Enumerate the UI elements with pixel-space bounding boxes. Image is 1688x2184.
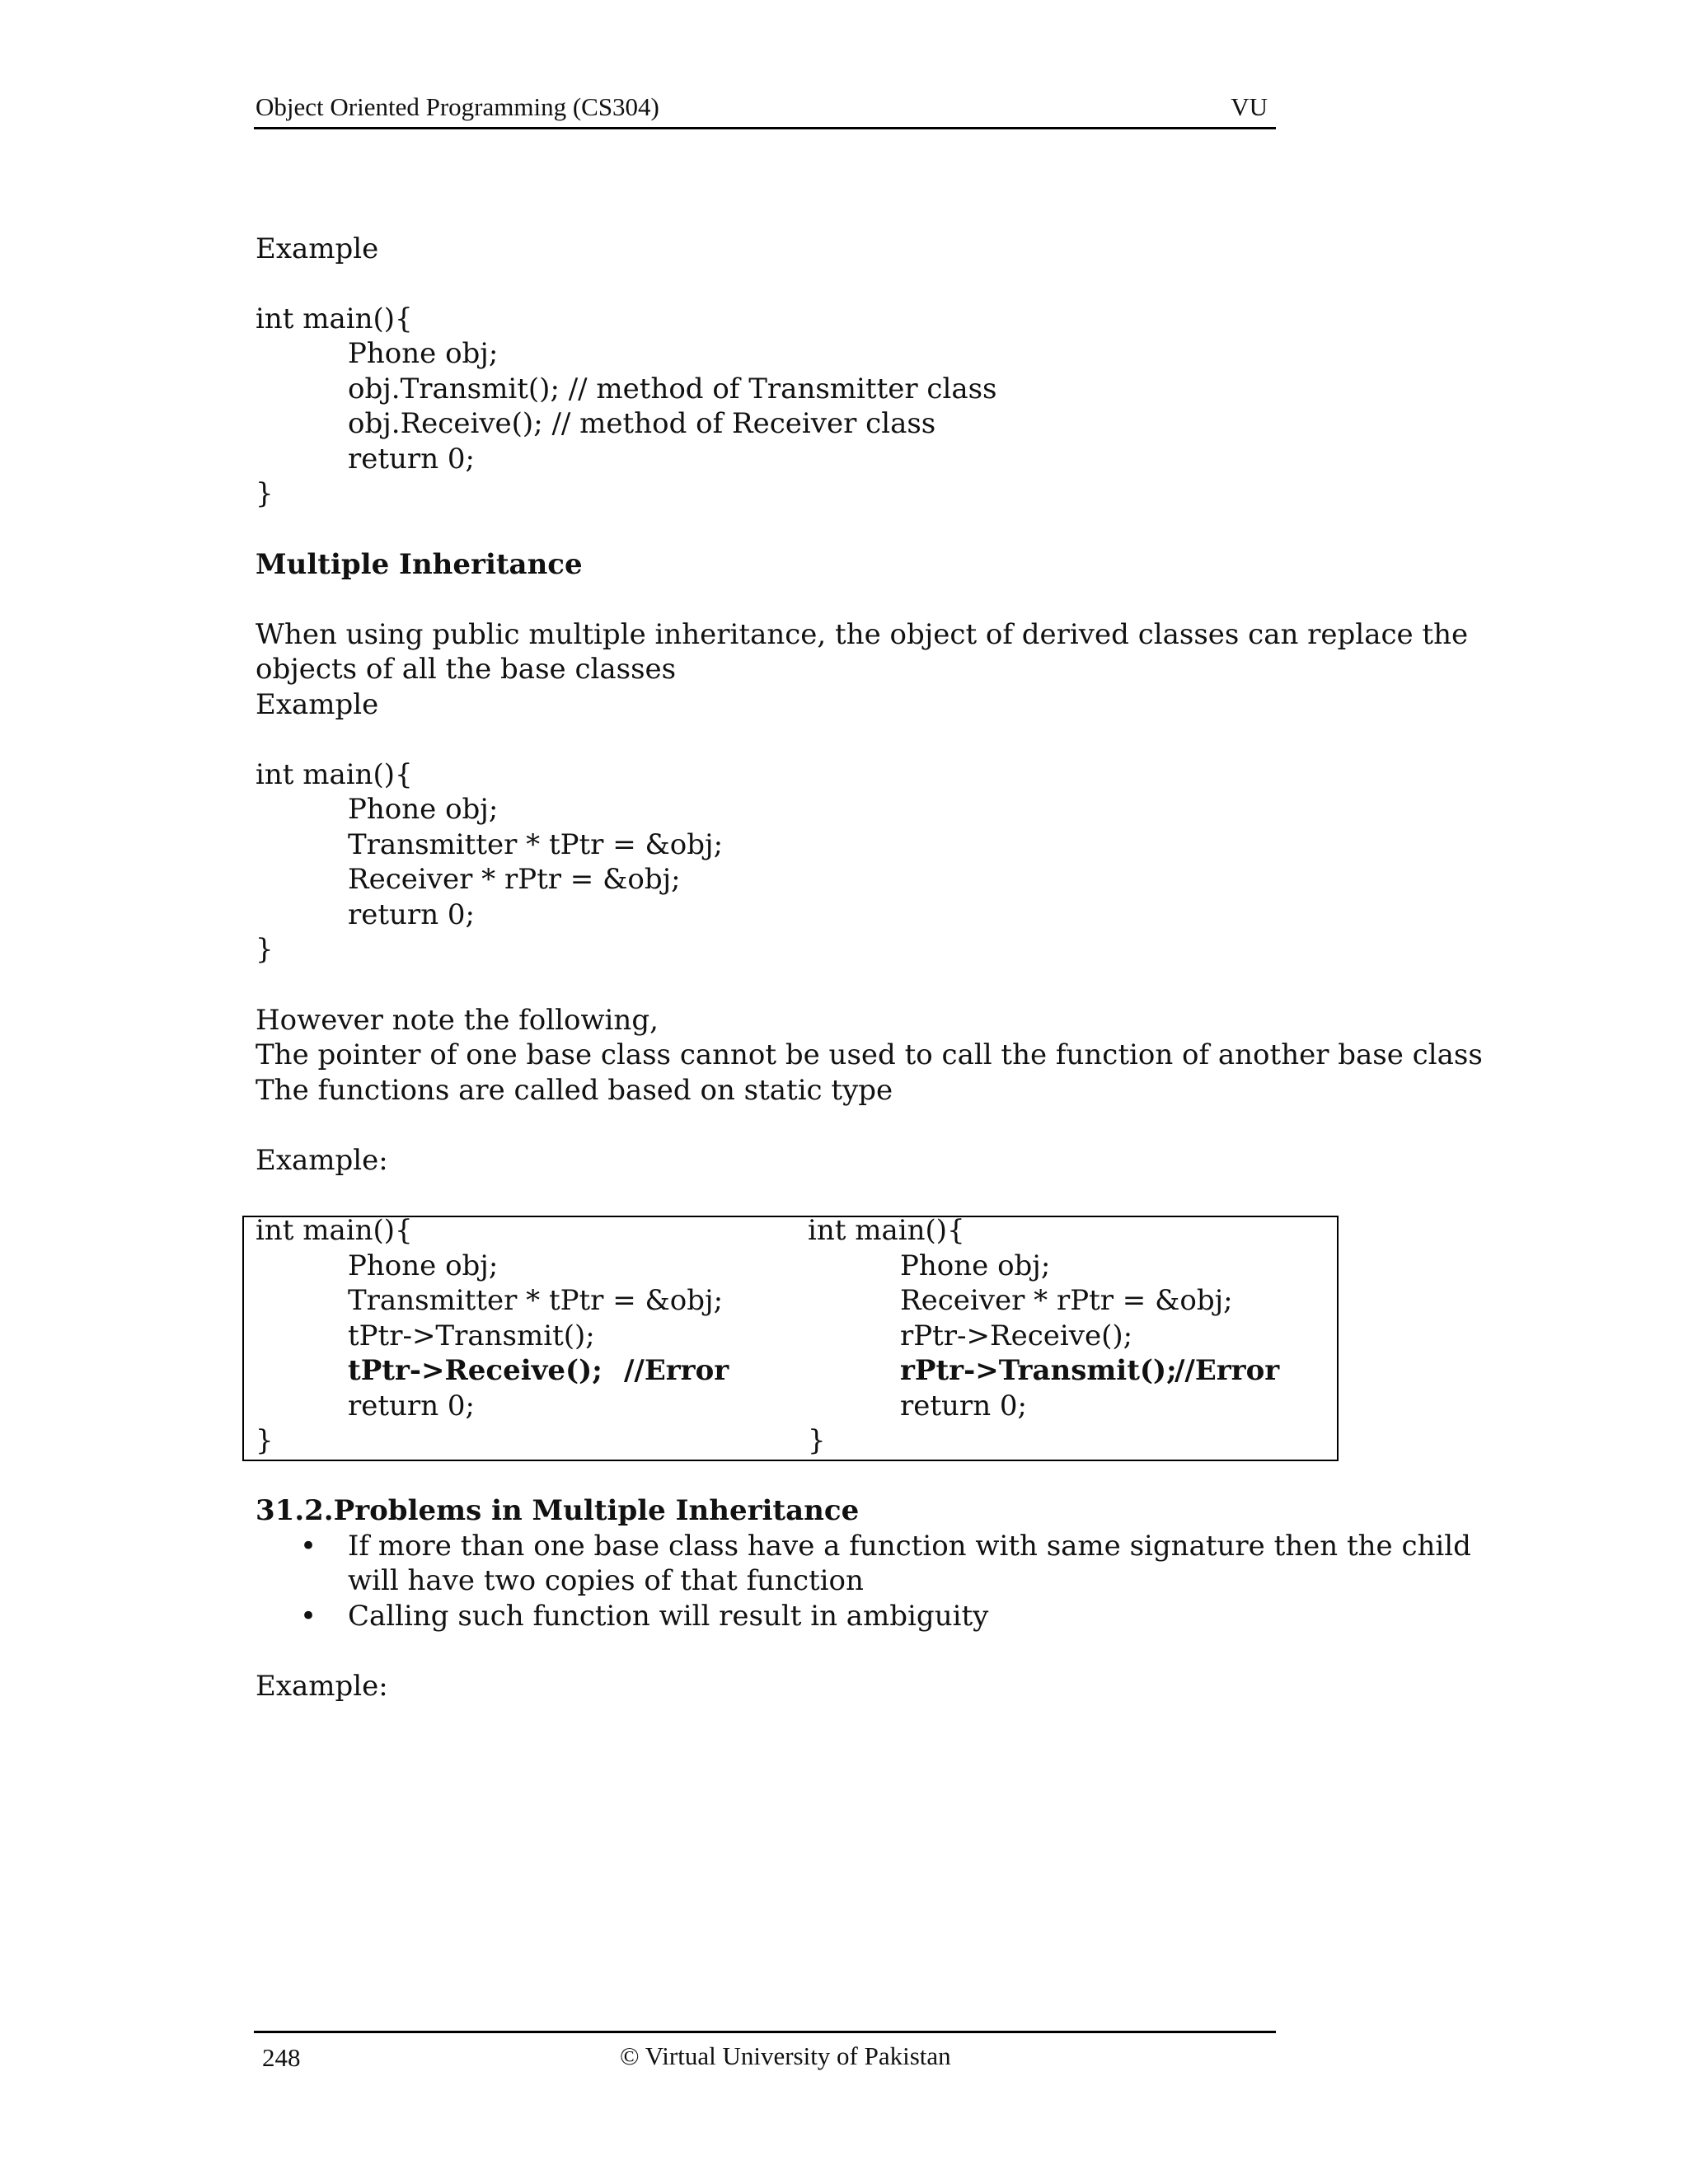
error-statement: tPtr->Receive(); [348, 1354, 603, 1387]
list-item: If more than one base class have a function with same signature then the child [348, 1530, 1471, 1563]
code-line: rPtr->Receive(); [900, 1319, 1133, 1352]
code-line: obj.Transmit(); // method of Transmitter class [348, 373, 997, 405]
code-line: Receiver * rPtr = &obj; [348, 863, 681, 896]
error-statement: rPtr->Transmit(); [900, 1354, 1177, 1387]
example-label: Example: [256, 1144, 388, 1177]
paragraph-line: However note the following, [256, 1004, 659, 1037]
list-item: Calling such function will result in ambiguity [348, 1600, 989, 1633]
code-line: Phone obj; [900, 1249, 1051, 1282]
code-line: Transmitter * tPtr = &obj; [348, 828, 724, 861]
bullet-icon: • [300, 1600, 317, 1633]
code-line: int main(){ [256, 758, 413, 791]
code-line: Phone obj; [348, 337, 499, 370]
section-heading: 31.2.Problems in Multiple Inheritance [256, 1494, 860, 1527]
error-comment: //Error [1175, 1354, 1280, 1387]
page-number: 248 [262, 2043, 301, 2072]
code-line: Phone obj; [348, 1249, 499, 1282]
paragraph-line: objects of all the base classes [256, 653, 677, 686]
paragraph-line: The functions are called based on static type [256, 1074, 893, 1107]
header-title: Object Oriented Programming (CS304) [256, 92, 659, 121]
code-line: int main(){ [256, 1214, 413, 1247]
code-line: return 0; [348, 443, 475, 476]
page-header [254, 89, 1276, 129]
code-line: return 0; [900, 1390, 1027, 1422]
code-line: Phone obj; [348, 793, 499, 826]
example-label: Example: [256, 1670, 388, 1703]
code-line: obj.Receive(); // method of Receiver class [348, 407, 936, 440]
code-line: int main(){ [808, 1214, 965, 1247]
paragraph-line: When using public multiple inheritance, the object of derived classes can replace the [256, 618, 1469, 651]
footer-copyright: © Virtual University of Pakistan [620, 2041, 951, 2070]
paragraph-line: The pointer of one base class cannot be used to call the function of another base class [256, 1038, 1483, 1071]
section-heading: Multiple Inheritance [256, 548, 583, 581]
example-label: Example [256, 688, 379, 721]
code-line: } [256, 933, 274, 966]
error-comment: //Error [624, 1354, 729, 1387]
code-line: return 0; [348, 898, 475, 931]
code-line: } [808, 1424, 826, 1457]
code-line: Receiver * rPtr = &obj; [900, 1284, 1233, 1317]
code-line: return 0; [348, 1390, 475, 1422]
example-label: Example [256, 232, 379, 265]
code-line: } [256, 477, 274, 510]
header-org: VU [1231, 92, 1268, 121]
bullet-icon: • [300, 1530, 317, 1563]
code-line: int main(){ [256, 302, 413, 335]
code-line: } [256, 1424, 274, 1457]
list-item: will have two copies of that function [348, 1564, 864, 1597]
code-line: tPtr->Transmit(); [348, 1319, 595, 1352]
page-footer [254, 2031, 1276, 2083]
code-line: Transmitter * tPtr = &obj; [348, 1284, 724, 1317]
